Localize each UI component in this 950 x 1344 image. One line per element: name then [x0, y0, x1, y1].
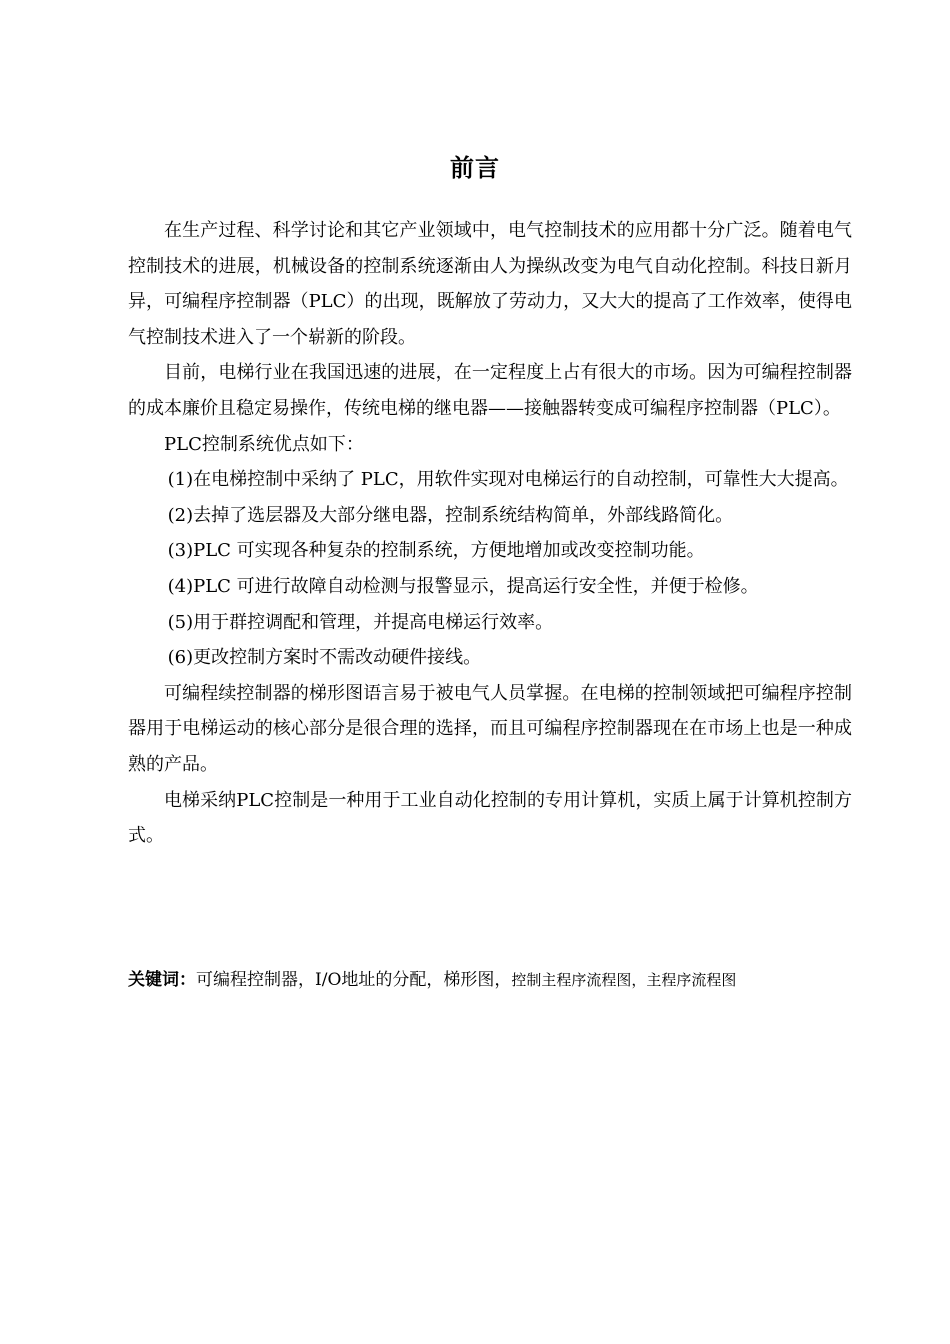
advantages-heading: PLC控制系统优点如下：	[164, 433, 364, 455]
intro-paragraph: 在生产过程、科学讨论和其它产业领域中，电气控制技术的应用都十分广泛。随着电气控制技术的进展，机械设备的控制系统逐渐由人为操纵改变为电气自动化控制。科技日新月异，可编程序控制器（PLC）的出现，既解放了劳动力，又大大的提高了工作效率，使得电气控制技术进入了一个崭新的阶段。	[128, 220, 852, 348]
keywords-label: 关键词：	[128, 970, 196, 990]
advantage-item-6: (6)更改控制方案时不需改动硬件接线。	[167, 647, 482, 669]
industry-paragraph: 目前，电梯行业在我国迅速的进展，在一定程度上占有很大的市场。因为可编程控制器的成本廉价且稳定易操作，传统电梯的继电器——接触器转变成可编程序控制器（PLC）。	[128, 362, 852, 419]
ladder-language-paragraph: 可编程续控制器的梯形图语言易于被电气人员掌握。在电梯的控制领域把可编程序控制器用于电梯运动的核心部分是很合理的选择，而且可编程序控制器现在在市场上也是一种成熟的产品。	[128, 682, 852, 775]
keywords-main: 可编程控制器，I/O地址的分配，梯形图，	[196, 970, 512, 990]
advantage-item-3: (3)PLC 可实现各种复杂的控制系统，方便地增加或改变控制功能。	[167, 540, 705, 562]
advantage-item-2: (2)去掉了选层器及大部分继电器，控制系统结构简单，外部线路简化。	[167, 504, 734, 526]
advantage-item-1: (1)在电梯控制中采纳了 PLC，用软件实现对电梯运行的自动控制，可靠性大大提高。	[167, 469, 849, 491]
keywords-rest: 控制主程序流程图，主程序流程图	[511, 971, 737, 989]
page-title: 前言	[450, 154, 500, 182]
preface-body	[128, 213, 852, 854]
plc-definition-paragraph: 电梯采纳PLC控制是一种用于工业自动化控制的专用计算机，实质上属于计算机控制方式。	[128, 789, 852, 847]
advantage-item-5: (5)用于群控调配和管理，并提高电梯运行效率。	[167, 611, 554, 633]
advantage-item-4: (4)PLC 可进行故障自动检测与报警显示，提高运行安全性，并便于检修。	[167, 575, 759, 597]
keywords-line	[128, 964, 868, 996]
